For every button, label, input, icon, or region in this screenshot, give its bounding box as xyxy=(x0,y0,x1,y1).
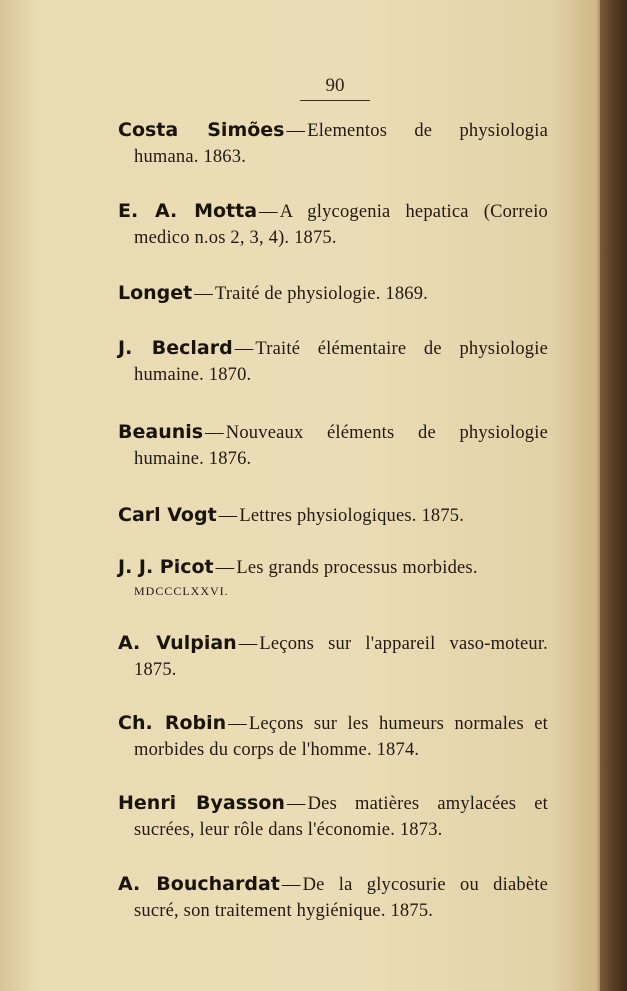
bibliography-entry xyxy=(118,502,548,529)
bibliography-list xyxy=(118,117,548,924)
entry-dash: — xyxy=(234,339,254,359)
entry-author: E. A. Motta xyxy=(118,200,258,222)
entry-text: Lettres physiologiques. 1875. xyxy=(239,506,465,526)
entry-author: Carl Vogt xyxy=(118,504,217,526)
bibliography-entry xyxy=(118,630,548,683)
page-number: 90 xyxy=(325,75,345,96)
book-spine xyxy=(600,0,627,991)
entry-text: Traité de physiologie. 1869. xyxy=(214,284,428,304)
entry-author: Longet xyxy=(118,282,193,304)
entry-dash: — xyxy=(228,714,247,734)
entry-dash: — xyxy=(259,202,278,222)
entry-dash: — xyxy=(194,284,213,304)
entry-text: Les grands processus morbides. xyxy=(236,558,478,578)
entry-text: Traité élémentaire de physiologie humaine. 1870. xyxy=(134,339,548,385)
entry-dash: — xyxy=(205,423,224,443)
bibliography-entry xyxy=(118,871,548,924)
entry-author: Henri Byasson xyxy=(118,792,285,814)
bibliography-entry xyxy=(118,117,548,170)
entry-dash: — xyxy=(281,875,301,895)
entry-text: Des matières amylacées et sucrées, leur rôle dans l'économie. 1873. xyxy=(134,794,548,840)
entry-dash: — xyxy=(286,794,306,814)
entry-text: Leçons sur les humeurs normales et morbides du corps de l'homme. 1874. xyxy=(134,714,548,760)
header-rule xyxy=(300,100,370,101)
entry-year: MDCCCLXXVI. xyxy=(134,584,229,598)
bibliography-entry xyxy=(118,790,548,843)
entry-author: A. Bouchardat xyxy=(118,873,280,895)
entry-dash: — xyxy=(215,558,235,578)
entry-author: A. Vulpian xyxy=(118,632,237,654)
entry-text: Nouveaux éléments de physiologie humaine. 1876. xyxy=(134,423,548,469)
entry-text: Leçons sur l'appareil vaso-moteur. 1875. xyxy=(134,634,548,680)
entry-dash: — xyxy=(286,121,306,141)
entry-dash: — xyxy=(238,634,258,654)
entry-text: A glycogenia hepatica (Correio medico n.os 2, 3, 4). 1875. xyxy=(134,202,548,248)
entry-author: J. Beclard xyxy=(118,337,233,359)
entry-text: De la glycosurie ou diabète sucré, son traitement hygiénique. 1875. xyxy=(134,875,548,921)
entry-author: Beaunis xyxy=(118,421,204,443)
bibliography-entry xyxy=(118,335,548,388)
bibliography-entry xyxy=(118,198,548,251)
entry-author: Ch. Robin xyxy=(118,712,227,734)
bibliography-entry xyxy=(118,710,548,763)
entry-author: J. J. Picot xyxy=(118,556,214,578)
bibliography-entry xyxy=(118,419,548,472)
entry-author: Costa Simões xyxy=(118,119,285,141)
bibliography-entry xyxy=(118,554,548,601)
bibliography-entry xyxy=(118,280,548,307)
entry-dash: — xyxy=(218,506,238,526)
entry-text: Elementos de physiologia humana. 1863. xyxy=(134,121,548,167)
